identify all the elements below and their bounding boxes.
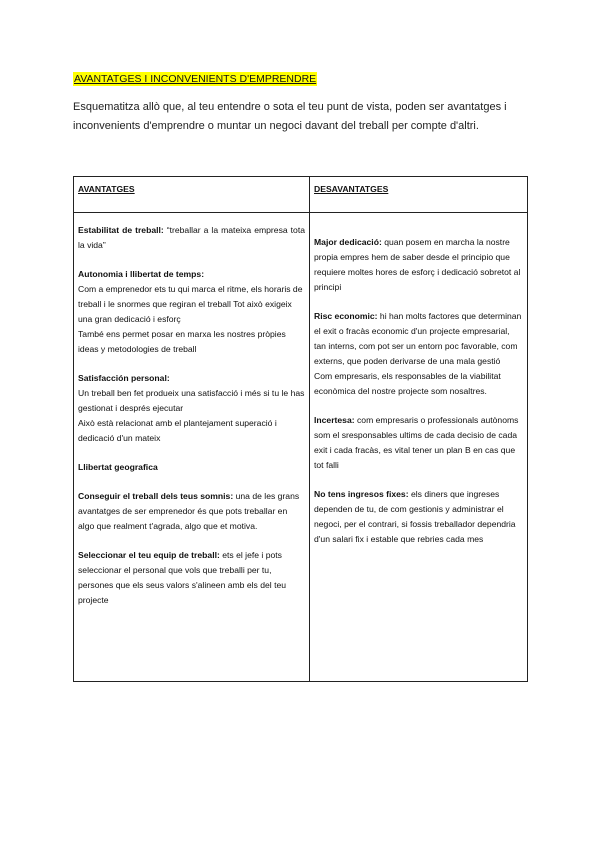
list-item xyxy=(78,371,305,446)
table-header-row xyxy=(74,177,528,213)
header-avantatges: AVANTATGES xyxy=(74,177,310,213)
item-text: hi han molts factores que determinan el exit o fracàs economic d'un projecte empresarial, tan interns, com pot ser un entorn poc favorable, com externs, que poden derivarse de una mala gestió xyxy=(314,311,522,366)
list-item xyxy=(78,548,305,608)
intro-paragraph: Esquematitza allò que, al teu entendre o sota el teu punt de vista, poden ser avantatges i inconvenients d'emprendre o muntar un negoci davant del treball per compte d'altri. xyxy=(73,101,507,132)
item-title: Satisfacción personal: xyxy=(78,373,170,383)
item-title: Autonomia i llibertat de temps: xyxy=(78,269,205,279)
list-item xyxy=(314,309,523,399)
avantatges-cell xyxy=(74,213,310,682)
item-title: Major dedicació: xyxy=(314,237,382,247)
item-text: Això està relacionat amb el plantejament superació i dedicació d'un mateix xyxy=(78,418,277,443)
item-text: com empresaris o professionals autònoms som el sresponsables ultims de cada decisio de cada exit i cada fracàs, es vital tener un plan B en cas que tot falli xyxy=(314,415,519,470)
desavantatges-cell xyxy=(310,213,528,682)
item-title: Estabilitat de treball: xyxy=(78,225,164,235)
item-text: Com empresaris, els responsables de la viabilitat econòmica del nostre projecte som nosaltres. xyxy=(314,371,501,396)
item-text: quan posem en marcha la nostre propia empres hem de saber desde el principio que requiere moltes hores de esforç i dedicació sobretot al principi xyxy=(314,237,521,292)
list-item xyxy=(78,460,305,475)
item-text: una de les grans avantatges de ser emprenedor és que pots treballar en algo que realment t'agrada, algo que et motiva. xyxy=(78,491,300,531)
list-item xyxy=(78,267,305,357)
item-text: els diners que ingreses dependen de tu, de com gestionis y administrar el negoci, per el contrari, si fossis treballador dependria d'un salari fix i estable que rebries cada mes xyxy=(314,489,516,544)
item-text: També ens permet posar en marxa les nostres pròpies ideas y metodologies de treball xyxy=(78,329,286,354)
document-title: AVANTATGES I INCONVENIENTS D'EMPRENDRE xyxy=(74,73,317,85)
item-title: Conseguir el treball dels teus somnis: xyxy=(78,491,234,501)
item-title: Seleccionar el teu equip de treball: xyxy=(78,550,220,560)
list-item xyxy=(78,489,305,534)
item-text: ets el jefe i pots seleccionar el personal que vols que treballi per tu, persones que els seus valors s'alineen amb els del teu projecte xyxy=(78,550,287,605)
item-text: “treballar a la mateixa empresa tota la vida” xyxy=(78,225,305,250)
list-item xyxy=(314,235,523,295)
list-item xyxy=(314,413,523,473)
item-title: Llibertat geografica xyxy=(78,462,158,472)
item-title: No tens ingresos fixes: xyxy=(314,489,409,499)
list-item xyxy=(314,487,523,547)
item-text: Com a emprenedor ets tu qui marca el ritme, els horaris de treball i le snormes que regiran el treball Tot això exigeix una gran dedicació i esforç xyxy=(78,284,303,324)
item-text: Un treball ben fet produeix una satisfacció i més si tu le has gestionat i després ejecutar xyxy=(78,388,305,413)
item-title: Risc economic: xyxy=(314,311,378,321)
list-item xyxy=(78,223,305,253)
comparison-table xyxy=(73,176,528,682)
item-title: Incertesa: xyxy=(314,415,355,425)
table-body-row xyxy=(74,213,528,682)
header-desavantatges: DESAVANTATGES xyxy=(310,177,528,213)
